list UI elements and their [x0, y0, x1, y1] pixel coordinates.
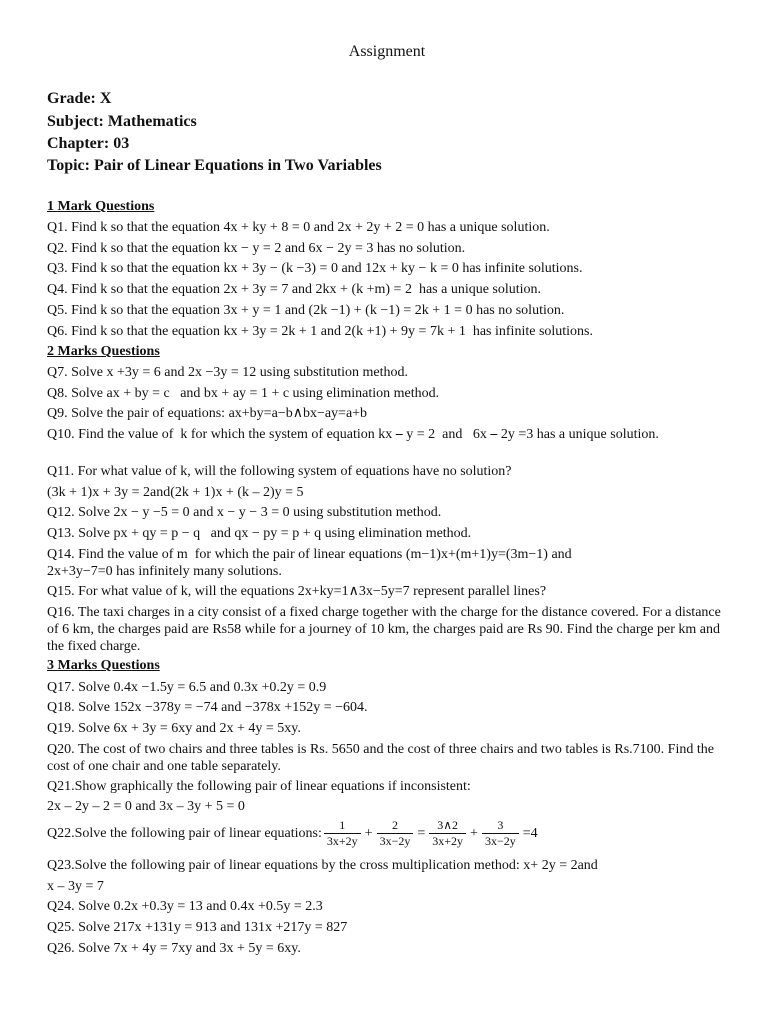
question-q17: Q17. Solve 0.4x −1.5y = 6.5 and 0.3x +0.2y = 0.9 — [47, 680, 327, 695]
question-q21-equations: 2x – 2y – 2 = 0 and 3x – 3y + 5 = 0 — [47, 799, 245, 814]
page-title: Assignment — [348, 43, 426, 60]
question-q3: Q3. Find k so that the equation kx + 3y − (k −3) = 0 and 12x + ky − k = 0 has infinite solutions. — [47, 261, 583, 276]
grade-label: Grade: X — [47, 90, 112, 107]
section-heading-1-mark: 1 Mark Questions — [47, 199, 155, 214]
fraction-4-denominator: 3x−2y — [484, 834, 516, 848]
question-q9: Q9. Solve the pair of equations: ax+by=a−b∧bx−ay=a+b — [47, 406, 368, 421]
plus-sign: + — [364, 825, 373, 841]
question-q11: Q11. For what value of k, will the following system of equations have no solution? — [47, 464, 512, 479]
fraction-3 — [429, 818, 466, 849]
question-q23-equation: x – 3y = 7 — [47, 879, 104, 894]
equals-four: =4 — [522, 825, 538, 841]
equals-sign: = — [417, 825, 426, 841]
question-q13: Q13. Solve px + qy = p − q and qx − py = p + q using elimination method. — [47, 526, 472, 541]
fraction-4 — [482, 818, 519, 849]
fraction-2 — [377, 818, 414, 849]
question-q2: Q2. Find k so that the equation kx − y = 2 and 6x − 2y = 3 has no solution. — [47, 241, 466, 256]
fraction-2-numerator: 2 — [377, 818, 414, 834]
question-q19: Q19. Solve 6x + 3y = 6xy and 2x + 4y = 5xy. — [47, 721, 301, 736]
question-q15: Q15. For what value of k, will the equations 2x+ky=1∧3x−5y=7 represent parallel lines? — [47, 584, 547, 599]
question-q25: Q25. Solve 217x +131y = 913 and 131x +217y = 827 — [47, 920, 348, 935]
question-q26: Q26. Solve 7x + 4y = 7xy and 3x + 5y = 6xy. — [47, 941, 301, 956]
question-q18: Q18. Solve 152x −378y = −74 and −378x +152y = −604. — [47, 700, 368, 715]
fraction-2-denominator: 3x−2y — [379, 834, 411, 848]
section-heading-3-marks: 3 Marks Questions — [47, 658, 160, 673]
section-heading-2-marks: 2 Marks Questions — [47, 344, 160, 359]
question-q5: Q5. Find k so that the equation 3x + y = 1 and (2k −1) + (k −1) = 2k + 1 = 0 has no solution. — [47, 303, 565, 318]
question-q16: Q16. The taxi charges in a city consist of a fixed charge together with the charge for the distance covered. For a distance of 6 km, the charges paid are Rs58 while for a journey of 10 km, the charges paid are Rs 90. Find the charge per km and the fixed charge. — [47, 605, 725, 654]
subject-label: Subject: Mathematics — [47, 113, 197, 130]
fraction-1 — [324, 818, 361, 849]
question-q10: Q10. Find the value of k for which the system of equation kx ⎯ y = 2 and 6x ⎯ 2y =3 has a unique solution. — [47, 427, 659, 442]
question-q24: Q24. Solve 0.2x +0.3y = 13 and 0.4x +0.5y = 2.3 — [47, 899, 323, 914]
question-q23: Q23.Solve the following pair of linear equations by the cross multiplication method: x+ 2y = 2and — [47, 858, 598, 873]
topic-label: Topic: Pair of Linear Equations in Two Variables — [47, 157, 382, 174]
question-q11-equations: (3k + 1)x + 3y = 2and(2k + 1)x + (k – 2)y = 5 — [47, 485, 304, 500]
question-q6: Q6. Find k so that the equation kx + 3y = 2k + 1 and 2(k +1) + 9y = 7k + 1 has infinite solutions. — [47, 324, 594, 339]
question-q14: Q14. Find the value of m for which the pair of linear equations (m−1)x+(m+1)y=(3m−1) and — [47, 547, 572, 562]
question-q14-equation: 2x+3y−7=0 has infinitely many solutions. — [47, 564, 282, 579]
question-q22 — [47, 818, 540, 849]
question-q1: Q1. Find k so that the equation 4x + ky + 8 = 0 and 2x + 2y + 2 = 0 has a unique solution. — [47, 220, 550, 235]
question-q4: Q4. Find k so that the equation 2x + 3y = 7 and 2kx + (k +m) = 2 has a unique solution. — [47, 282, 542, 297]
fraction-3-numerator: 3∧2 — [429, 818, 466, 834]
question-q8: Q8. Solve ax + by = c and bx + ay = 1 + c using elimination method. — [47, 386, 440, 401]
fraction-4-numerator: 3 — [482, 818, 519, 834]
question-q20: Q20. The cost of two chairs and three tables is Rs. 5650 and the cost of three chairs and two tables is Rs.7100. Find the cost of one chair and one table separately. — [47, 742, 718, 774]
plus-sign: + — [470, 825, 478, 841]
question-q12: Q12. Solve 2x − y −5 = 0 and x − y − 3 = 0 using substitution method. — [47, 505, 442, 520]
fraction-1-denominator: 3x+2y — [326, 834, 358, 848]
question-q21: Q21.Show graphically the following pair of linear equations if inconsistent: — [47, 779, 471, 794]
question-q7: Q7. Solve x +3y = 6 and 2x −3y = 12 using substitution method. — [47, 365, 408, 380]
question-q22-text: Q22.Solve the following pair of linear equations: — [47, 825, 322, 841]
fraction-1-numerator: 1 — [324, 818, 361, 834]
chapter-label: Chapter: 03 — [47, 135, 130, 152]
fraction-3-denominator: 3x+2y — [432, 834, 464, 848]
